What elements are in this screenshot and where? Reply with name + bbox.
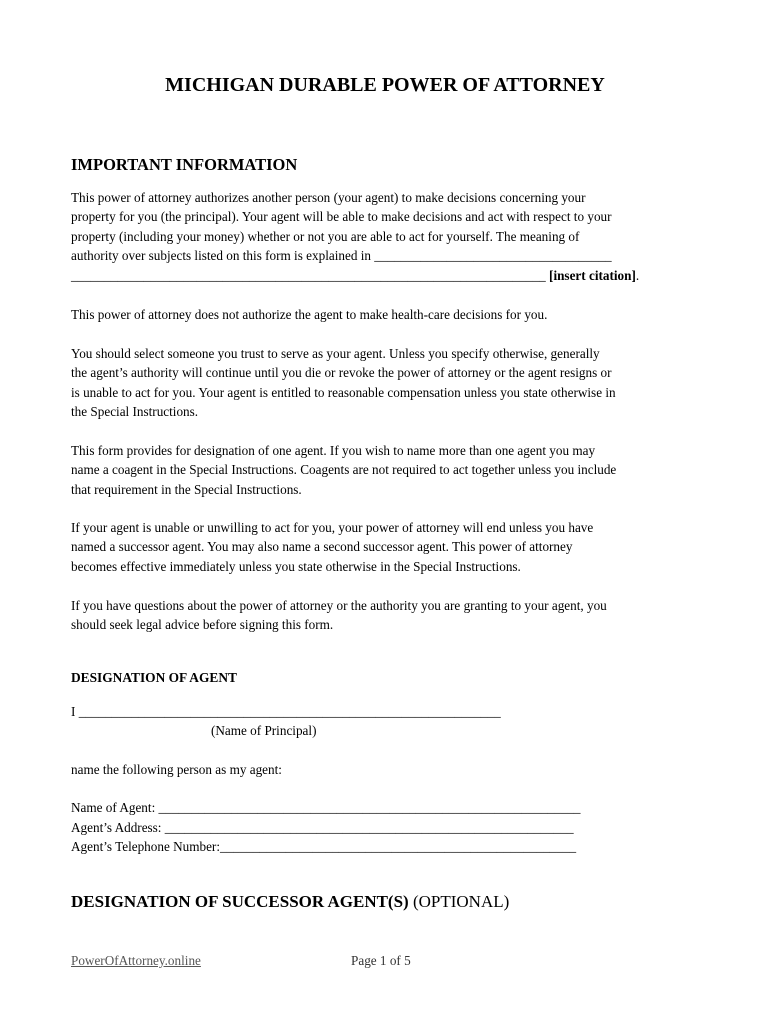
text-line: property for you (the principal). Your agent will be able to make decisions and act with respect to your	[71, 209, 612, 225]
text-line: becomes effective immediately unless you state otherwise in the Special Instructions.	[71, 558, 521, 574]
text-line: named a successor agent. You may also name a second successor agent. This power of attorney	[71, 539, 573, 555]
text-line: authority over subjects listed on this form is explained in ____________________________________	[71, 248, 612, 264]
text-line: This form provides for designation of one agent. If you wish to name more than one agent you may	[71, 443, 596, 458]
footer-page-number: Page 1 of 5	[351, 953, 411, 968]
text-line: This power of attorney authorizes another person (your agent) to make decisions concerning your	[71, 190, 586, 205]
paragraph-authorization	[71, 188, 701, 285]
text-line: This power of attorney does not authorize the agent to make health-care decisions for you.	[71, 307, 548, 322]
agent-intro-text: name the following person as my agent:	[71, 762, 282, 777]
insert-citation-placeholder: [insert citation]	[549, 267, 636, 283]
agent-telephone-field[interactable]: Agent’s Telephone Number:______________________________________________________	[71, 839, 577, 854]
successor-heading-optional: (OPTIONAL)	[408, 892, 510, 911]
successor-agent-heading	[71, 892, 509, 912]
text-line: is unable to act for you. Your agent is entitled to reasonable compensation unless you state otherwise in	[71, 384, 616, 400]
text-line	[71, 266, 701, 285]
agent-name-field[interactable]: Name of Agent: ________________________________________________________________	[71, 800, 581, 815]
text-line: name a coagent in the Special Instructions. Coagents are not required to act together unless you include	[71, 462, 617, 478]
citation-blank: ________________________________________________________________________	[71, 267, 546, 283]
footer-site-link[interactable]: PowerOfAttorney.online	[71, 953, 201, 968]
document-title: MICHIGAN DURABLE POWER OF ATTORNEY	[165, 74, 605, 96]
text-line: that requirement in the Special Instructions.	[71, 481, 302, 497]
paragraph-legal-advice	[71, 596, 701, 635]
principal-name-caption: (Name of Principal)	[211, 723, 317, 738]
text-line: If your agent is unable or unwilling to act for you, your power of attorney will end unless you have	[71, 520, 594, 535]
successor-heading-bold: DESIGNATION OF SUCCESSOR AGENT(S)	[71, 892, 409, 911]
agent-address-field[interactable]: Agent’s Address: ______________________________________________________________	[71, 820, 574, 835]
text-line: should seek legal advice before signing this form.	[71, 617, 334, 633]
paragraph-successor	[71, 518, 701, 576]
text-line: the Special Instructions.	[71, 404, 199, 420]
designation-of-agent-heading: DESIGNATION OF AGENT	[71, 670, 237, 685]
paragraph-select-agent	[71, 344, 701, 422]
text-line: You should select someone you trust to serve as your agent. Unless you specify otherwise, generally	[71, 346, 600, 361]
text-line: If you have questions about the power of attorney or the authority you are granting to your agent, you	[71, 598, 607, 613]
paragraph-coagent	[71, 441, 701, 499]
paragraph-health-care	[71, 305, 701, 324]
important-information-heading: IMPORTANT INFORMATION	[71, 155, 298, 174]
period: .	[635, 267, 640, 283]
text-line: property (including your money) whether or not you are able to act for yourself. The meaning of	[71, 228, 580, 244]
principal-name-field[interactable]: I ________________________________________________________________	[71, 704, 501, 719]
text-line: the agent’s authority will continue until you die or revoke the power of attorney or the agent resigns or	[71, 365, 612, 381]
